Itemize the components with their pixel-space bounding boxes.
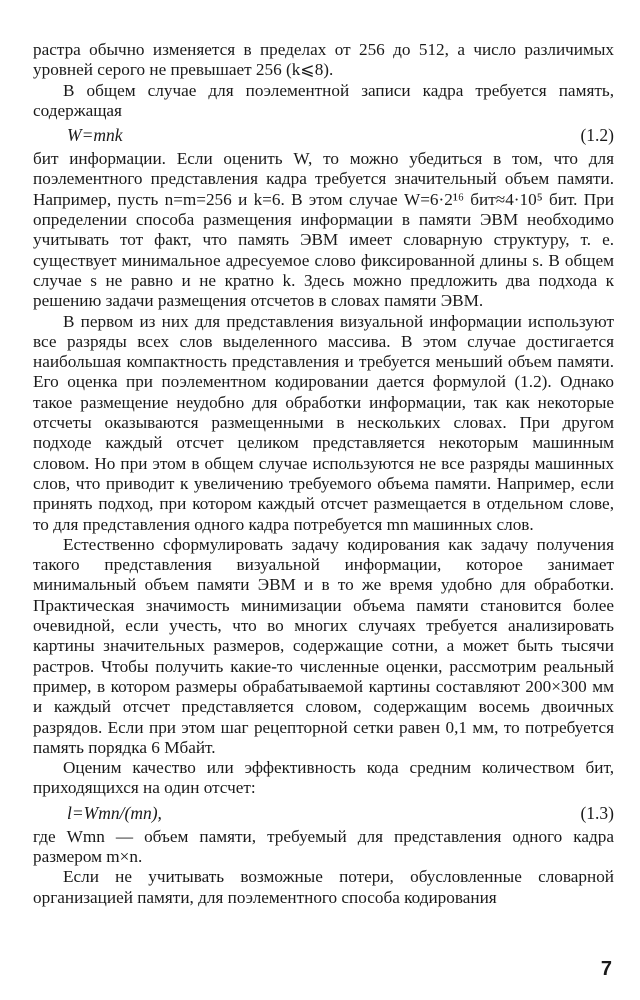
page-number: 7 <box>600 958 612 980</box>
formula-1-2 <box>33 124 614 146</box>
document-page <box>33 40 614 908</box>
paragraph-wmn-definition: где Wmn — объем памяти, требуемый для представления одного кадра размером m×n. <box>33 826 614 866</box>
formula-1-3 <box>33 802 614 824</box>
paragraph-coding-task: Естественно сформулировать задачу кодирования как задачу получения такого представления визуальной информации, которое занимает минимальный объем памяти ЭВМ и в то же время удобно для обработки. Практическая значимость минимизации объема памяти становится более очевидной, если учесть, что во многих случаях требуется анализировать картины значительных размеров, содержащие сотни, а может быть тысячи растров. Чтобы получить какие-то численные оценки, рассмотрим реальный пример, в котором размеры обрабатываемой картины составляют 200×300 мм и каждый отсчет представляется словом, содержащим восемь двоичных разрядов. Если при этом шаг рецепторной сетки равен 0,1 мм, то потребуется память порядка 6 Мбайт. <box>33 534 614 757</box>
paragraph-memory-estimate: бит информации. Если оценить W, то можно убедиться в том, что для поэлементного представления кадра требуется значительный объем памяти. Например, пусть n=m=256 и k=6. В этом случае W=6·2¹⁶ бит≈4·10⁵ бит. При определении способа размещения информации в памяти ЭВМ необходимо учитывать тот факт, что память ЭВМ имеет словарную структуру, т. е. существует минимальное адресуемое слово фиксированной длины s. В общем случае s не равно и не кратно k. Здесь можно предложить два подхода к решению задачи размещения отсчетов в словах памяти ЭВМ. <box>33 149 614 311</box>
formula-1-2-expression: W=mnk <box>67 125 123 146</box>
paragraph-frame-memory-intro: В общем случае для поэлементной записи кадра требуется память, содержащая <box>33 80 614 120</box>
formula-1-3-expression: l=Wmn/(mn), <box>67 802 162 823</box>
formula-1-2-number: (1.2) <box>580 125 614 146</box>
paragraph-first-approach: В первом из них для представления визуальной информации используют все разряды всех слов выделенного массива. В этом случае достигается наибольшая компактность представления и требуется меньший объем памяти. Его оценка при поэлементном кодировании дается формулой (1.2). Однако такое размещение неудобно для обработки информации, так как некоторые отсчеты оказываются размещенными в нескольких словах. При другом подходе каждый отсчет целиком представляется некоторым машинным словом. Но при этом в общем случае используются не все разряды машинных слов, что приводит к увеличению требуемого объема памяти. Например, если принять подход, при котором каждый отсчет размещается в отдельном слове, то для представления одного кадра потребуется mn машинных слов. <box>33 311 614 534</box>
paragraph-word-losses: Если не учитывать возможные потери, обусловленные словарной организацией памяти, для поэлементного способа кодирования <box>33 867 614 907</box>
formula-1-3-number: (1.3) <box>580 802 614 823</box>
paragraph-code-quality: Оценим качество или эффективность кода средним количеством бит, приходящихся на один отсчет: <box>33 758 614 798</box>
paragraph-raster-levels: растра обычно изменяется в пределах от 256 до 512, а число различимых уровней серого не превышает 256 (k⩽8). <box>33 40 614 80</box>
